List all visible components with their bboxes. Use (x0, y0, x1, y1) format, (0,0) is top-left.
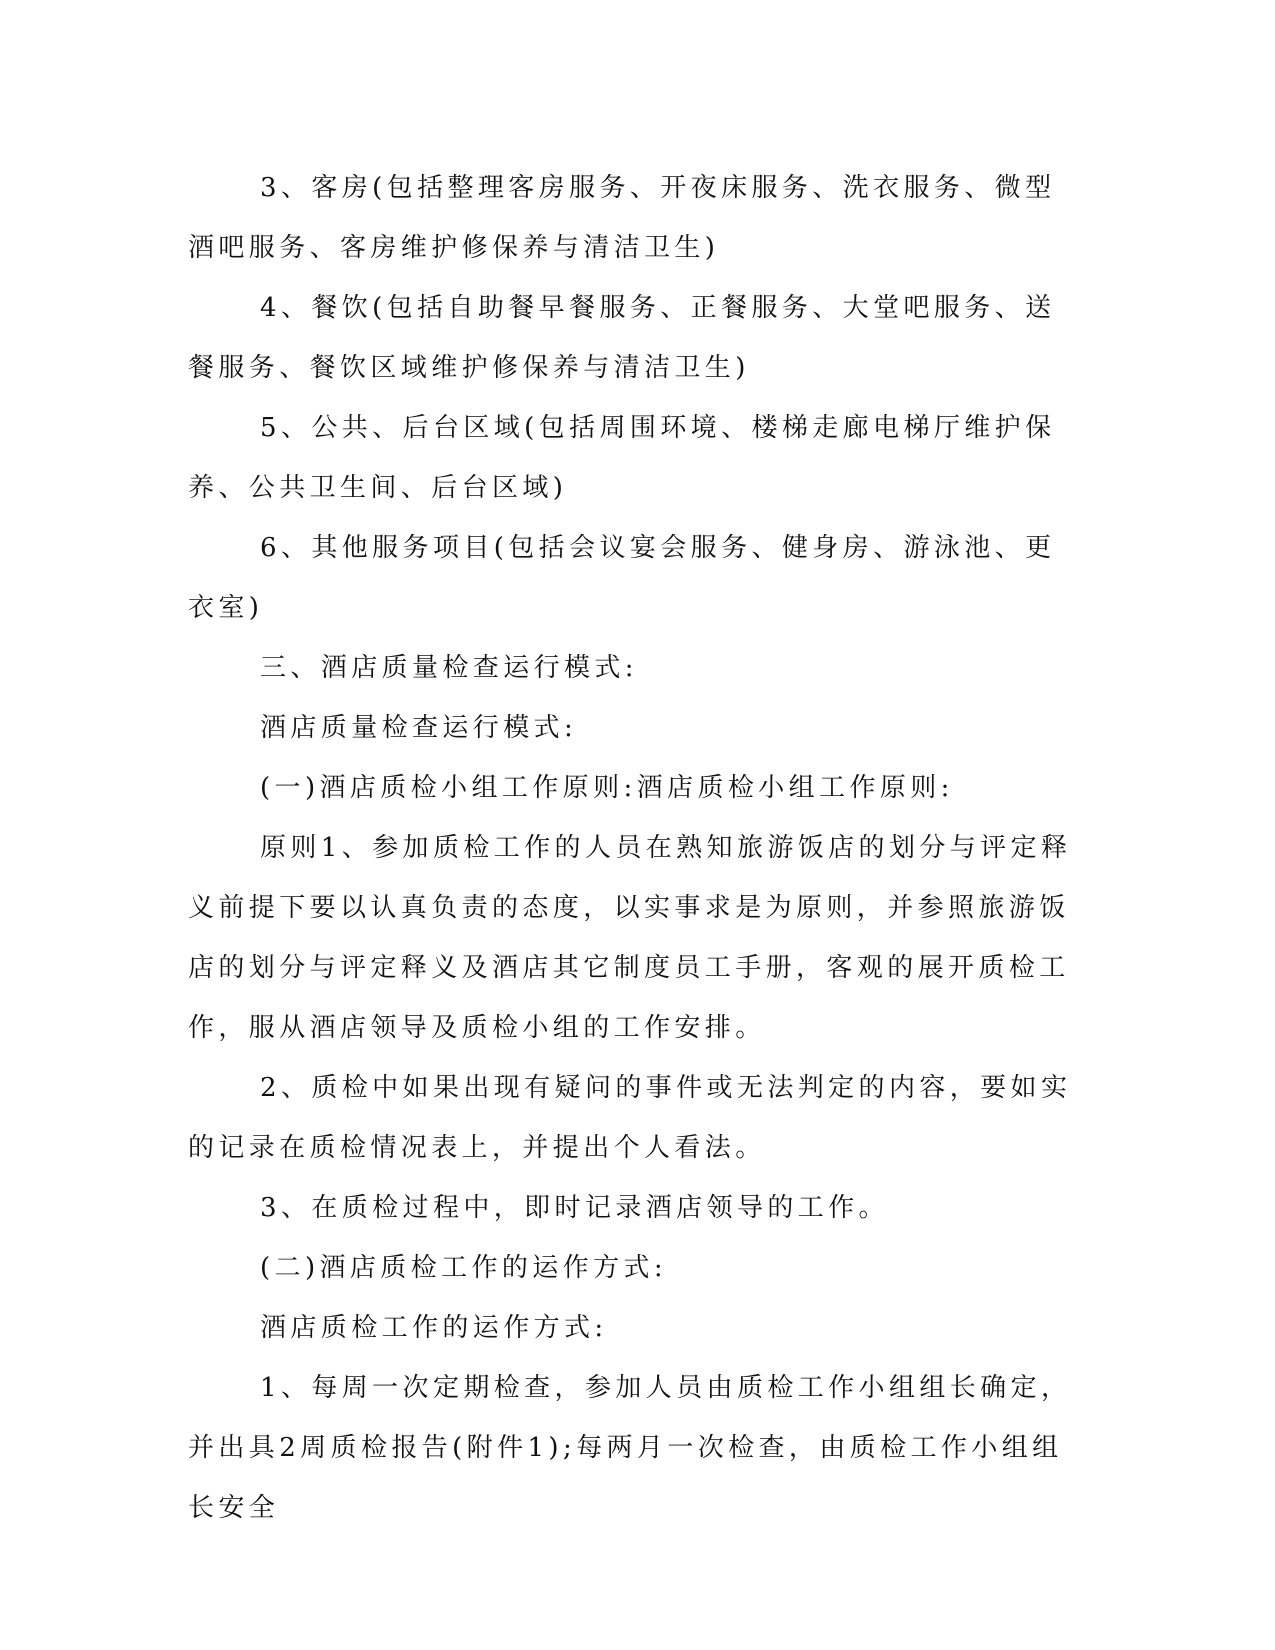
paragraph-weekly-inspection: 1、每周一次定期检查，参加人员由质检工作小组组长确定，并出具2周质检报告(附件1);每两月一次检查，由质检工作小组组长安全 (188, 1373, 1072, 1523)
paragraph-guest-rooms: 3、客房(包括整理客房服务、开夜床服务、洗衣服务、微型酒吧服务、客房维护修保养与清洁卫生) (188, 173, 1056, 263)
section-heading-inspection-mode: 三、酒店质量检查运行模式: (260, 653, 638, 683)
subheading-team-principles: (一)酒店质检小组工作原则:酒店质检小组工作原则: (260, 773, 954, 803)
paragraph-inspection-mode: 酒店质量检查运行模式: (260, 713, 578, 743)
paragraph-principle-2: 2、质检中如果出现有疑问的事件或无法判定的内容，要如实的记录在质检情况表上，并提出个人看法。 (188, 1073, 1072, 1163)
paragraph-other-services: 6、其他服务项目(包括会议宴会服务、健身房、游泳池、更衣室) (188, 533, 1056, 623)
paragraph-principle-1: 原则1、参加质检工作的人员在熟知旅游饭店的划分与评定释义前提下要以认真负责的态度，以实事求是为原则，并参照旅游饭店的划分与评定释义及酒店其它制度员工手册，客观的展开质检工作，服从酒店领导及质检小组的工作安排。 (188, 833, 1072, 1043)
document-body (188, 158, 1078, 1538)
paragraph-principle-3: 3、在质检过程中，即时记录酒店领导的工作。 (260, 1193, 889, 1223)
subheading-operation-method: (二)酒店质检工作的运作方式: (260, 1253, 668, 1283)
paragraph-public-areas: 5、公共、后台区域(包括周围环境、楼梯走廊电梯厅维护保养、公共卫生间、后台区域) (188, 413, 1056, 503)
paragraph-operation-method: 酒店质检工作的运作方式: (260, 1313, 608, 1343)
paragraph-food-beverage: 4、餐饮(包括自助餐早餐服务、正餐服务、大堂吧服务、送餐服务、餐饮区域维护修保养与清洁卫生) (188, 293, 1056, 383)
